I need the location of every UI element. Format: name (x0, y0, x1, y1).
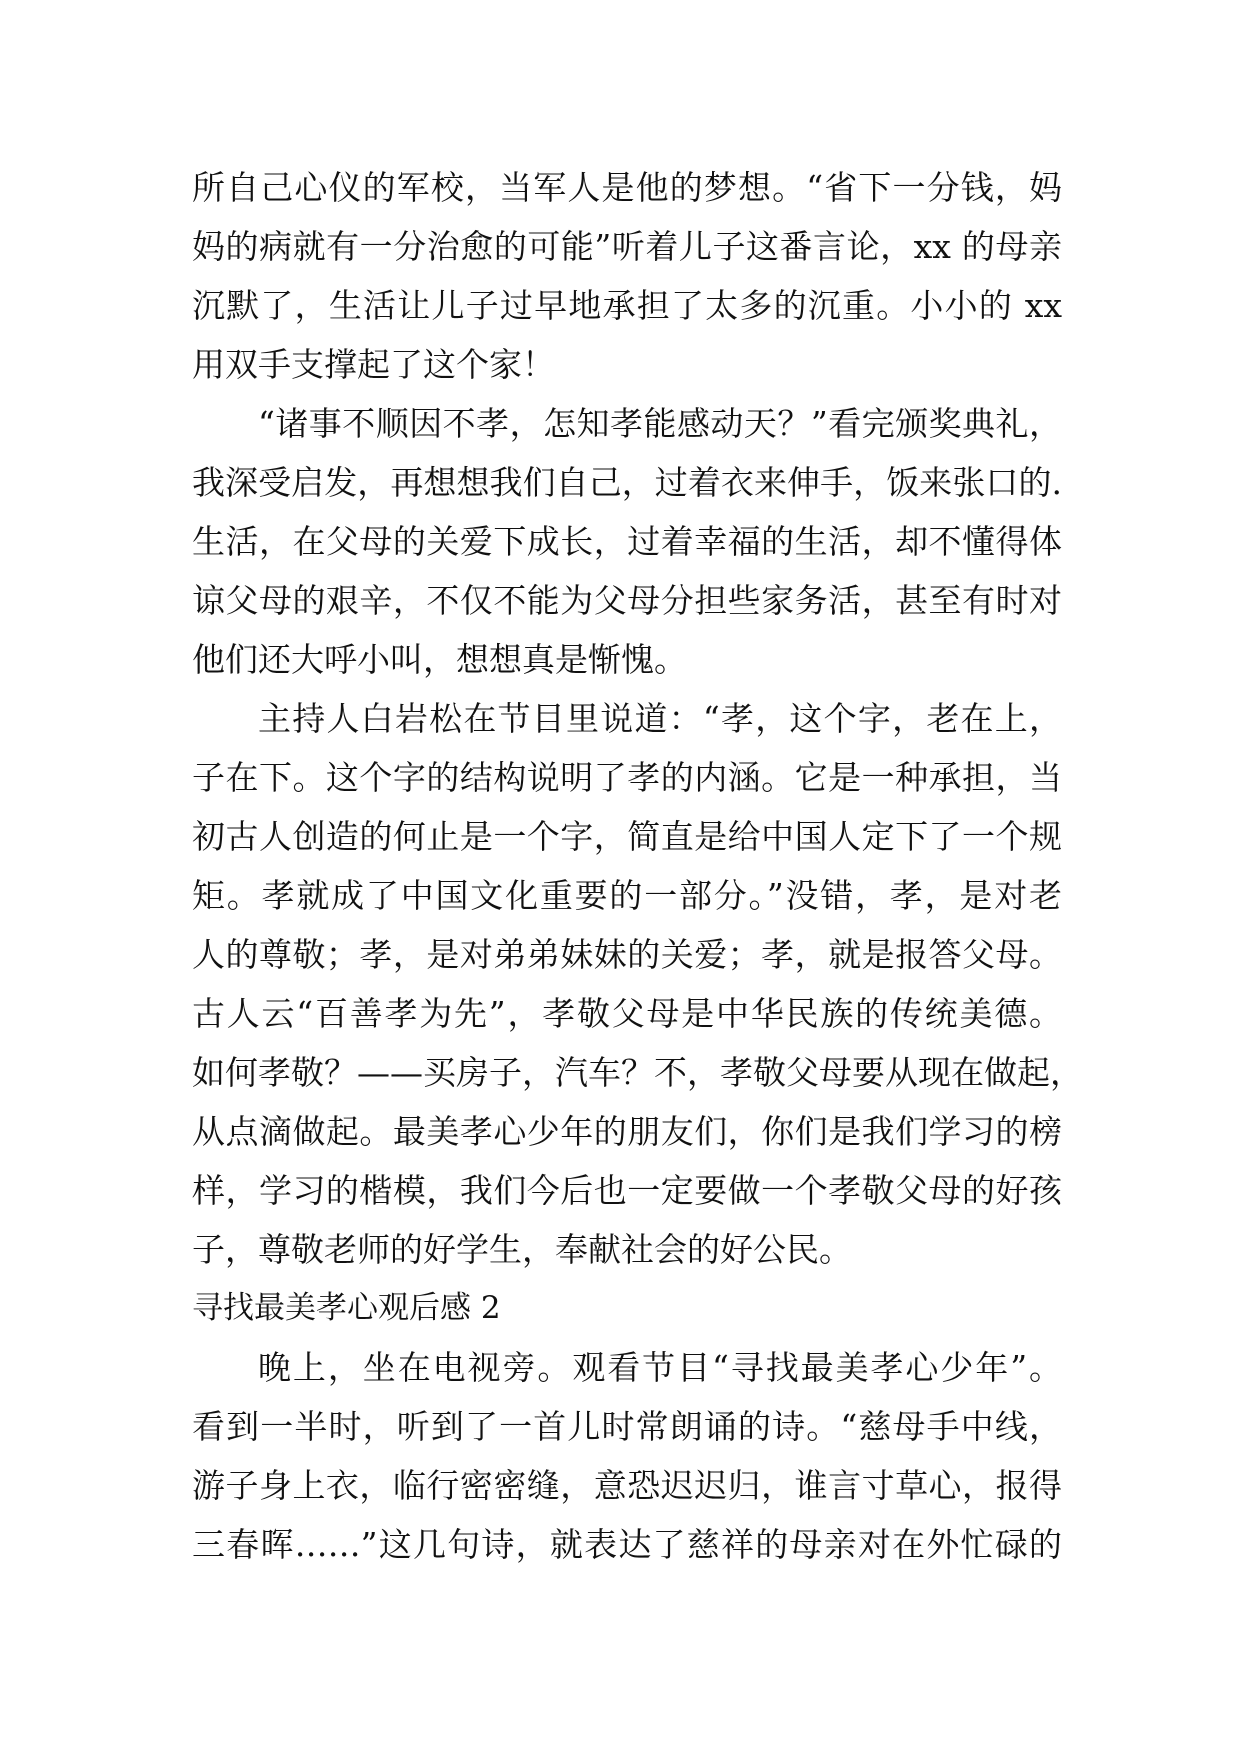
text-line: 妈的病就有一分治愈的可能”听着儿子这番言论，xx 的母亲 (192, 227, 1062, 266)
text-line: 样，学习的楷模，我们今后也一定要做一个孝敬父母的好孩 (192, 1171, 1062, 1210)
text-line: 子，尊敬老师的好学生，奉献社会的好公民。 (192, 1230, 852, 1269)
text-line: 用双手支撑起了这个家！ (192, 345, 555, 384)
text-line: 三春晖……”这几句诗，就表达了慈祥的母亲对在外忙碌的 (192, 1525, 1062, 1564)
text-line: 他们还大呼小叫，想想真是惭愧。 (192, 640, 687, 679)
text-line: 谅父母的艰辛，不仅不能为父母分担些家务活，甚至有时对 (192, 581, 1062, 620)
text-line: 人的尊敬；孝，是对弟弟妹妹的关爱；孝，就是报答父母。 (192, 935, 1062, 974)
paragraph (192, 1338, 1062, 1574)
text-line: 所自己心仪的军校，当军人是他的梦想。“省下一分钱，妈 (192, 168, 1062, 207)
paragraph (192, 158, 1062, 394)
text-line: 从点滴做起。最美孝心少年的朋友们，你们是我们学习的榜 (192, 1112, 1062, 1151)
text-line: 子在下。这个字的结构说明了孝的内涵。它是一种承担，当 (192, 758, 1062, 797)
text-line: 主持人白岩松在节目里说道：“孝，这个字，老在上， (258, 699, 1062, 738)
text-line: 如何孝敬？——买房子，汽车？不，孝敬父母要从现在做起， (192, 1053, 1083, 1092)
text-line: “诸事不顺因不孝，怎知孝能感动天？”看完颁奖典礼， (258, 404, 1062, 443)
text-line: 初古人创造的何止是一个字，简直是给中国人定下了一个规 (192, 817, 1062, 856)
paragraph (192, 689, 1083, 1279)
text-line: 沉默了，生活让儿子过早地承担了太多的沉重。小小的 xx (192, 286, 1062, 325)
text-line: 我深受启发，再想想我们自己，过着衣来伸手，饭来张口的. (192, 463, 1062, 502)
text-line: 矩。孝就成了中国文化重要的一部分。”没错，孝，是对老 (192, 876, 1062, 915)
paragraph (192, 394, 1062, 689)
text-line: 晚上，坐在电视旁。观看节目“寻找最美孝心少年”。 (258, 1348, 1062, 1387)
text-line: 看到一半时，听到了一首儿时常朗诵的诗。“慈母手中线， (192, 1407, 1062, 1446)
section-heading: 寻找最美孝心观后感 2 (192, 1290, 501, 1326)
text-line: 生活，在父母的关爱下成长，过着幸福的生活，却不懂得体 (192, 522, 1062, 561)
text-line: 游子身上衣，临行密密缝，意恐迟迟归，谁言寸草心，报得 (192, 1466, 1062, 1505)
text-line: 古人云“百善孝为先”，孝敬父母是中华民族的传统美德。 (192, 994, 1062, 1033)
document-body (192, 158, 1083, 1574)
